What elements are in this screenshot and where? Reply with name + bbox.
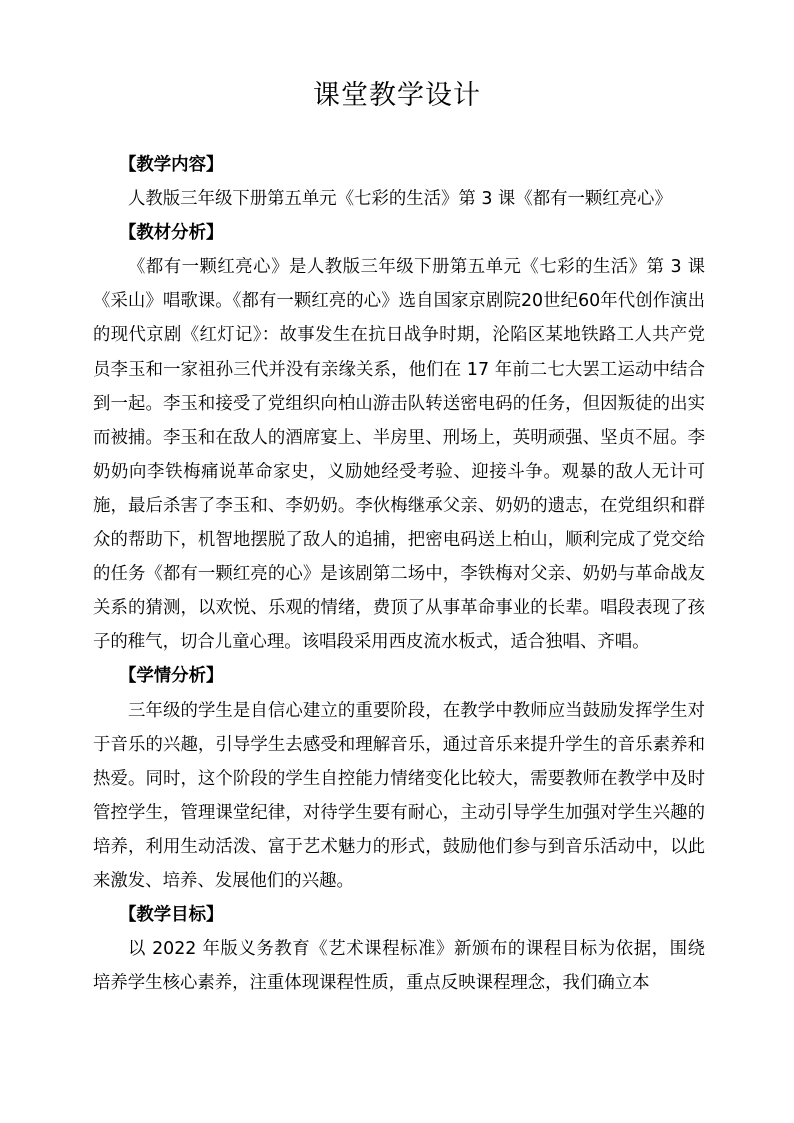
section-heading-students: 【学情分析】 xyxy=(119,666,224,687)
section-text-content: 人教版三年级下册第五单元《七彩的生活》第 3 课《都有一颗红亮心》 xyxy=(128,189,672,210)
section-text-textbook: 《都有一颗红亮心》是人教版三年级下册第五单元《七彩的生活》第 3 课《采山》唱歌课。《都有一颗红亮的心》选自国家京剧院20世纪60年代创作演出的现代京剧《红灯记》：故事发生在抗日战争时期，沦陷区某地铁路工人共产党员李玉和一家祖孙三代并没有亲缘关系，他们在 17 年前二七大罢工运动中结合到一起。李玉和接受了党组织向柏山游击队转送密电码的任务，但因叛徒的出实而被捕。李玉和在敌人的酒席宴上、半房里、刑场上，英明顽强、坚贞不屈。李奶奶向李铁梅痛说革命家史，义励她经受考验、迎接斗争。观暴的敌人无计可施，最后杀害了李玉和、李奶奶。李伙梅继承父亲、奶奶的遗志，在党组织和群众的帮助下，机智地摆脱了敌人的追捕，把密电码送上柏山，顺利完成了党交给的任务《都有一颗红亮的心》是该剧第二场中，李铁梅对父亲、奶奶与革命战友关系的猜测，以欢悦、乐观的情绪，费顶了从事革命事业的长辈。唱段表现了孩子的稚气，切合儿童心理。该唱段采用西皮流水板式，适合独唱、齐唱。 xyxy=(93,257,705,653)
section-heading-content: 【教学内容】 xyxy=(119,155,224,175)
document-title: 课堂教学设计 xyxy=(313,80,481,111)
section-text-objectives: 以 2022 年版义务教育《艺术课程标准》新颁布的课程目标为依据，围绕培养学生核心素养，注重体现课程性质，重点反映课程理念，我们确立本 xyxy=(93,939,705,994)
section-heading-objectives: 【教学目标】 xyxy=(119,905,224,926)
document-body xyxy=(93,148,705,1000)
section-heading-textbook: 【教材分析】 xyxy=(119,223,224,244)
section-text-students: 三年级的学生是自信心建立的重要阶段，在教学中教师应当鼓励发挥学生对于音乐的兴趣，引导学生去感受和理解音乐，通过音乐来提升学生的音乐素养和热爱。同时，这个阶段的学生自控能力情绪变化比较大，需要教师在教学中及时管控学生，管理课堂纪律，对待学生要有耐心，主动引导学生加强对学生兴趣的培养，利用生动活泼、富于艺术魅力的形式，鼓励他们参与到音乐活动中，以此来激发、培养、发展他们的兴趣。 xyxy=(93,700,705,891)
